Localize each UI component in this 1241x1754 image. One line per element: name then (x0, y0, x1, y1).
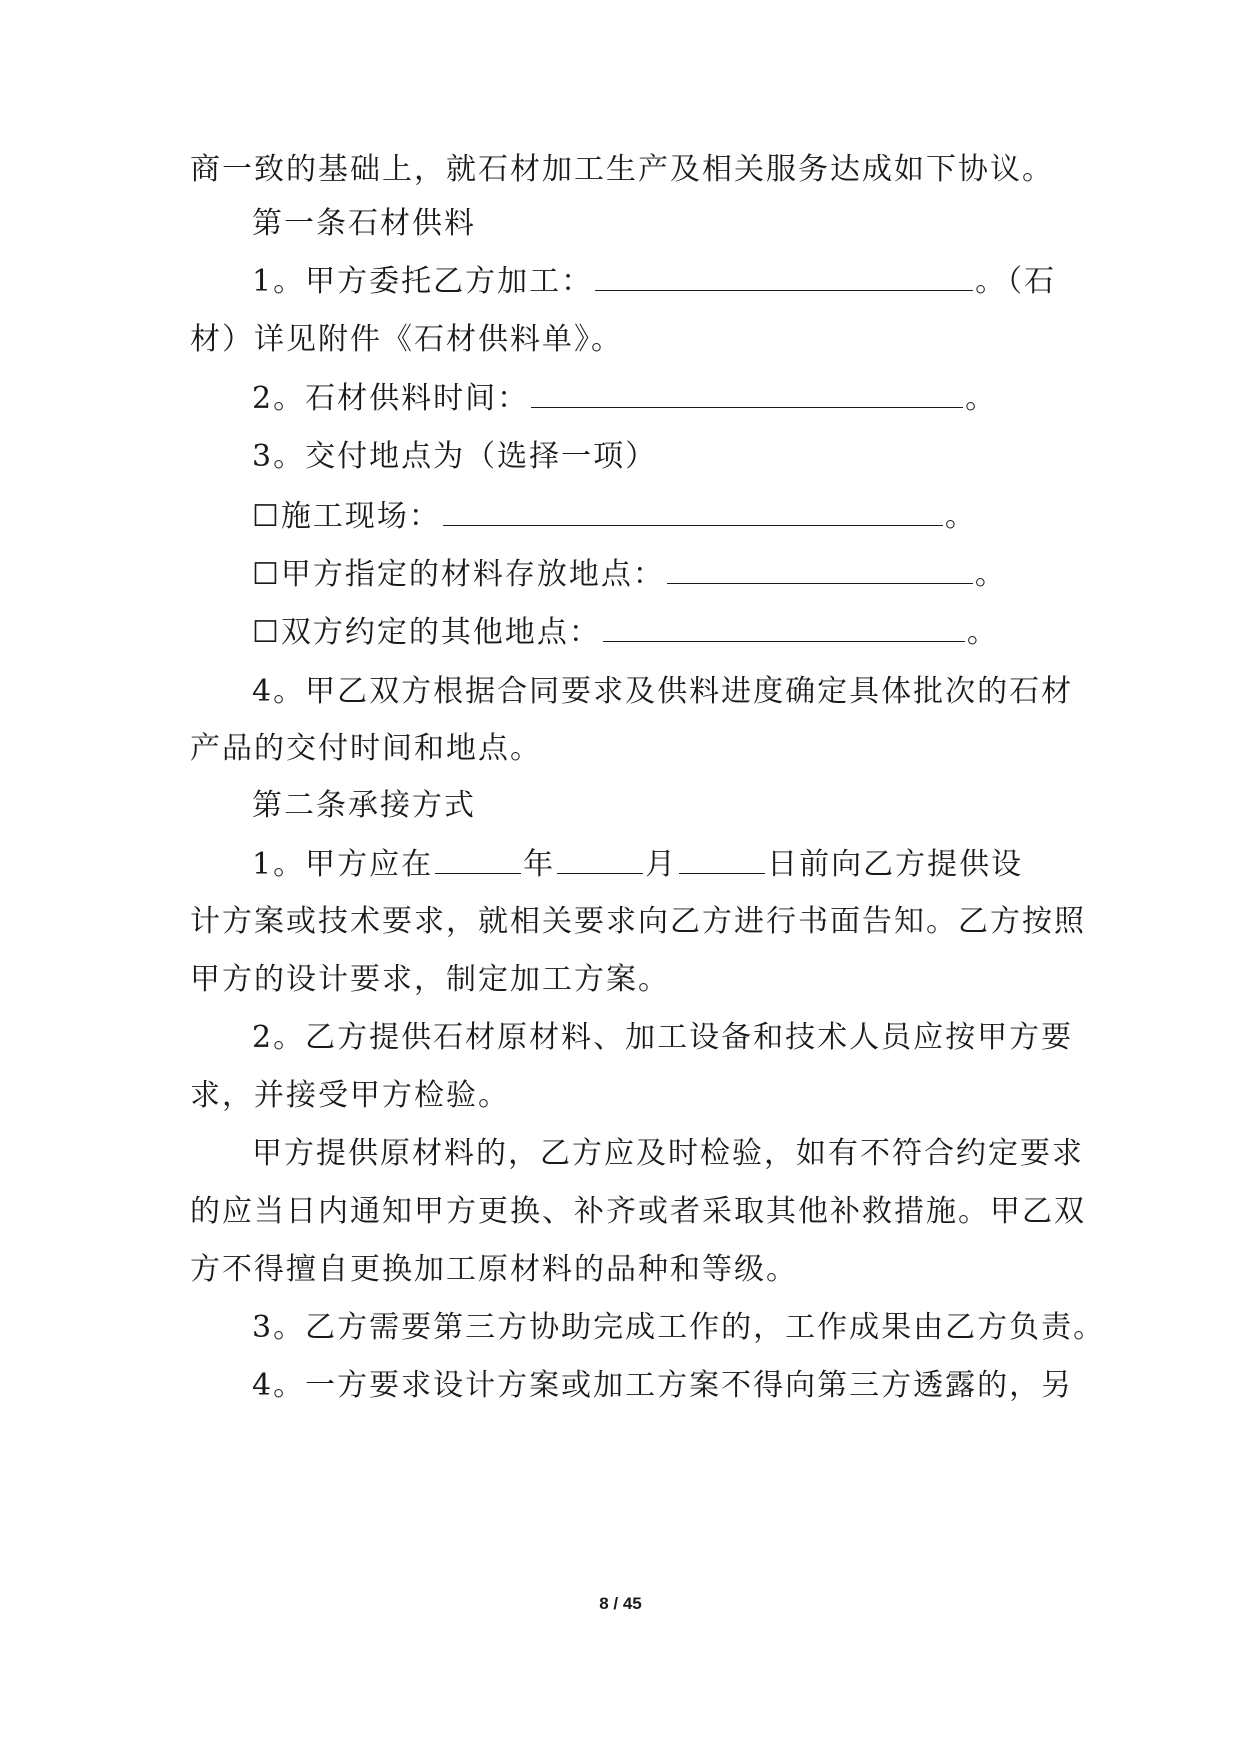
text: ☐施工现场： (252, 499, 441, 534)
text: 1。甲方应在 (252, 847, 434, 882)
text: 甲方的设计要求，制定加工方案。 (190, 962, 670, 997)
paragraph-line (252, 379, 1122, 419)
paragraph-line (190, 902, 1086, 942)
text: 甲方提供原材料的，乙方应及时检验，如有不符合约定要求 (252, 1136, 1084, 1171)
text: 。 (966, 615, 999, 650)
fill-in-blank[interactable] (435, 845, 521, 874)
text: 的应当日内通知甲方更换、补齐或者采取其他补救措施。甲乙双 (190, 1194, 1086, 1229)
section-heading (252, 786, 1122, 826)
text: 第二条承接方式 (252, 788, 476, 823)
text: 。 (965, 381, 998, 416)
paragraph-line (190, 320, 1060, 360)
paragraph-line (252, 1308, 1122, 1348)
text: 3。乙方需要第三方协助完成工作的，工作成果由乙方负责。 (252, 1310, 1106, 1345)
paragraph-line (252, 845, 1122, 885)
text: 材）详见附件《石材供料单》。 (190, 322, 623, 357)
text: 。 (974, 557, 1007, 592)
fill-in-blank[interactable] (531, 379, 963, 408)
text: 1。甲方委托乙方加工： (252, 264, 594, 299)
paragraph-line (190, 1076, 1060, 1116)
paragraph-line (190, 1250, 1060, 1290)
paragraph-line (190, 1192, 1086, 1232)
text: 月 (645, 847, 678, 882)
text: 3。交付地点为（选择一项） (252, 439, 658, 474)
fill-in-blank[interactable] (667, 555, 973, 584)
fill-in-blank[interactable] (557, 845, 643, 874)
text: 2。石材供料时间： (252, 381, 530, 416)
page-number: 8 / 45 (599, 1594, 642, 1613)
checkbox-option (252, 555, 1122, 595)
text: 4。一方要求设计方案或加工方案不得向第三方透露的，另 (252, 1368, 1074, 1403)
text: 方不得擅自更换加工原材料的品种和等级。 (190, 1252, 798, 1287)
text: 2。乙方提供石材原材料、加工设备和技术人员应按甲方要 (252, 1020, 1074, 1055)
text: 计方案或技术要求，就相关要求向乙方进行书面告知。乙方按照 (190, 904, 1086, 939)
text: 日前向乙方提供设 (767, 847, 1024, 882)
fill-in-blank[interactable] (679, 845, 765, 874)
fill-in-blank[interactable] (603, 613, 965, 642)
paragraph-line (252, 1018, 1122, 1058)
paragraph-line (190, 729, 1060, 769)
checkbox-option (252, 613, 1122, 653)
paragraph-line (252, 672, 1122, 712)
text: 年 (523, 847, 556, 882)
text: ☐双方约定的其他地点： (252, 615, 601, 650)
text: 。（石 (975, 264, 1057, 299)
text: 商一致的基础上，就石材加工生产及相关服务达成如下协议。 (190, 152, 1054, 187)
paragraph-line (252, 1134, 1122, 1174)
paragraph-line (190, 960, 1060, 1000)
checkbox-option (252, 497, 1122, 537)
text: 4。甲乙双方根据合同要求及供料进度确定具体批次的石材 (252, 674, 1074, 709)
fill-in-blank[interactable] (595, 262, 973, 291)
text: 产品的交付时间和地点。 (190, 731, 542, 766)
fill-in-blank[interactable] (443, 497, 943, 526)
paragraph-line (252, 1366, 1122, 1406)
text: 。 (944, 499, 977, 534)
paragraph-line (252, 437, 1122, 477)
paragraph-line (252, 262, 1122, 302)
section-heading (252, 204, 1122, 244)
text: ☐甲方指定的材料存放地点： (252, 557, 665, 592)
text: 第一条石材供料 (252, 206, 476, 241)
text: 求，并接受甲方检验。 (190, 1078, 510, 1113)
paragraph-line (190, 150, 1060, 190)
